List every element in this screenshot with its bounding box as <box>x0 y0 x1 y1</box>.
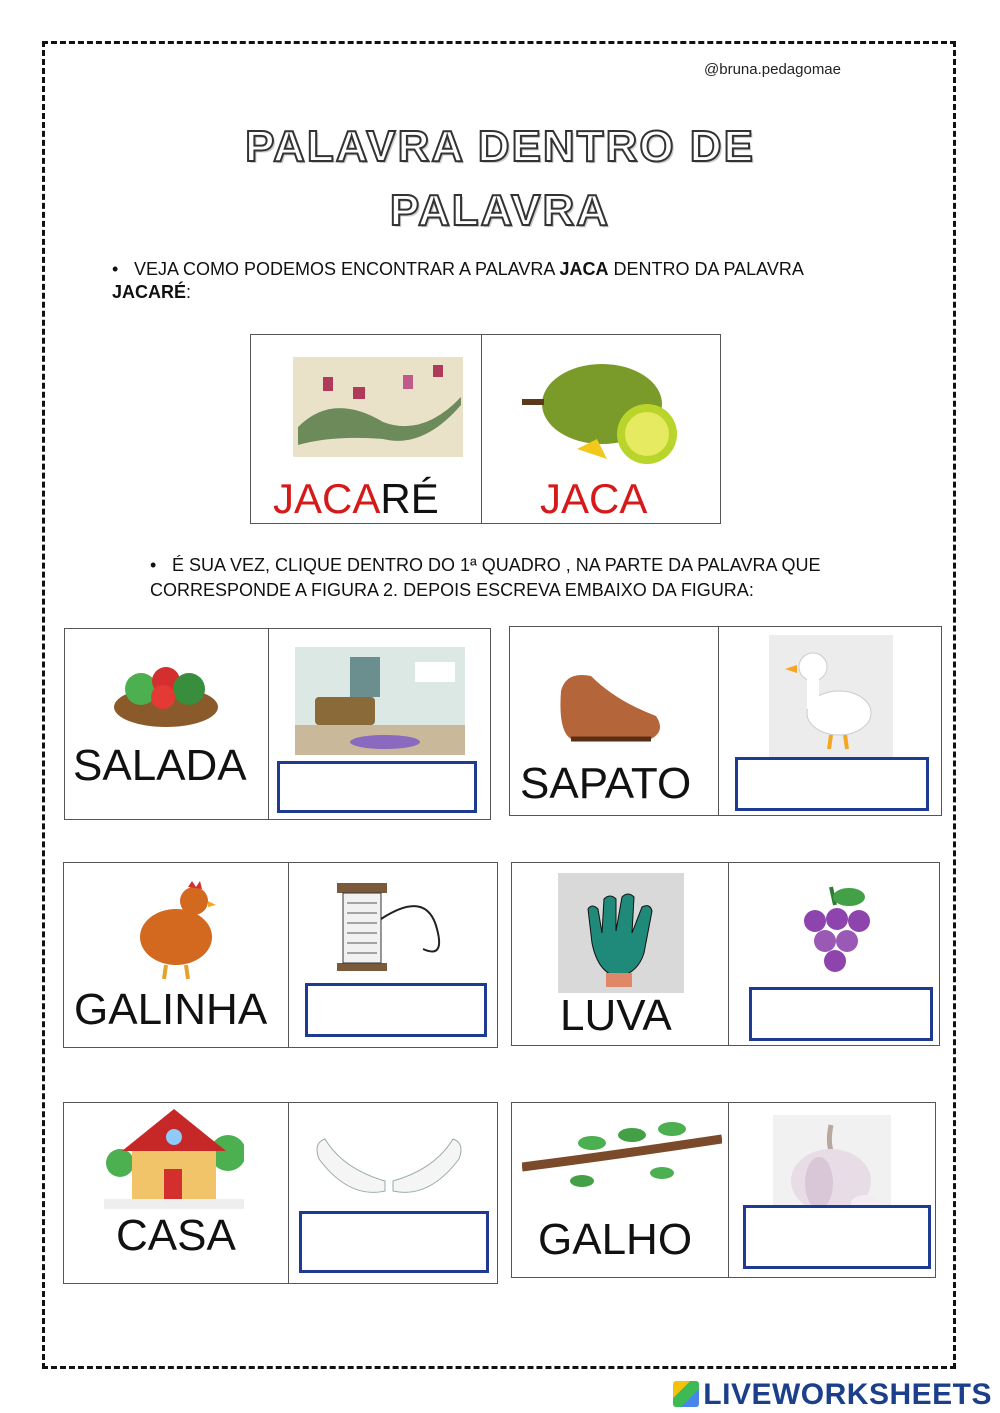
page-title-line1: PALAVRA DENTRO DE <box>245 122 755 171</box>
exercise-2-word-cell <box>509 626 720 816</box>
example-word-jacare[interactable]: JACARÉ <box>273 475 439 522</box>
exercise-3-word-cell <box>63 862 290 1048</box>
bullet-icon: • <box>150 555 157 575</box>
bullet-icon: • <box>112 259 119 279</box>
exercise-6-picture-cell <box>728 1102 936 1278</box>
exercise-4-picture-cell <box>728 862 940 1046</box>
example-cell-jaca <box>481 334 721 524</box>
living-room-picture <box>295 647 465 755</box>
liveworksheets-logo-icon <box>673 1381 699 1407</box>
exercise-2-picture-cell <box>718 626 942 816</box>
intro-text: • VEJA COMO PODEMOS ENCONTRAR A PALAVRA JACA DENTRO DA PALAVRA JACARÉ: <box>112 259 803 302</box>
author-handle: @bruna.pedagomae <box>704 61 841 78</box>
house-picture <box>104 1103 244 1209</box>
alligator-picture <box>293 357 463 457</box>
wings-picture <box>309 1129 469 1205</box>
exercise-1-word-cell <box>64 628 270 820</box>
exercise-5-word-cell <box>63 1102 290 1284</box>
hen-picture <box>134 879 218 981</box>
exercise-3-answer-input[interactable] <box>305 983 487 1037</box>
exercise-2-word[interactable]: SAPATO <box>520 759 692 808</box>
exercise-3-word[interactable]: GALINHA <box>74 985 268 1034</box>
exercise-1-picture-cell <box>268 628 491 820</box>
exercise-5-picture-cell <box>288 1102 498 1284</box>
thread-spool-picture <box>327 879 467 971</box>
exercise-6-word-cell <box>511 1102 730 1278</box>
page-title-line2: PALAVRA <box>389 186 611 235</box>
branch-picture <box>522 1117 722 1191</box>
exercise-6-word[interactable]: GALHO <box>538 1215 693 1264</box>
grapes-picture <box>785 879 885 989</box>
exercise-5-word[interactable]: CASA <box>116 1211 236 1260</box>
exercise-1-word[interactable]: SALADA <box>73 741 247 790</box>
salad-picture <box>111 659 221 729</box>
instruction-text: • É SUA VEZ, CLIQUE DENTRO DO 1ª QUADRO , NA PARTE DA PALAVRA QUE CORRESPONDE A FIGURA 2. DEPOIS ESCREVA EMBAIXO DA FIGURA: <box>150 555 821 600</box>
exercise-4-word-cell <box>511 862 730 1046</box>
exercise-4-word[interactable]: LUVA <box>560 991 672 1040</box>
jackfruit-picture <box>522 359 692 469</box>
duck-picture <box>769 635 893 759</box>
exercise-2-answer-input[interactable] <box>735 757 929 811</box>
exercise-1-answer-input[interactable] <box>277 761 477 813</box>
exercise-5-answer-input[interactable] <box>299 1211 489 1273</box>
exercise-4-answer-input[interactable] <box>749 987 933 1041</box>
example-word-jaca: JACA <box>540 475 648 522</box>
liveworksheets-logo: LIVEWORKSHEETS <box>673 1378 992 1412</box>
example-cell-jacare <box>250 334 482 524</box>
exercise-3-picture-cell <box>288 862 498 1048</box>
shoe-picture <box>556 661 668 743</box>
glove-picture <box>558 873 684 993</box>
exercise-6-answer-input[interactable] <box>743 1205 931 1269</box>
